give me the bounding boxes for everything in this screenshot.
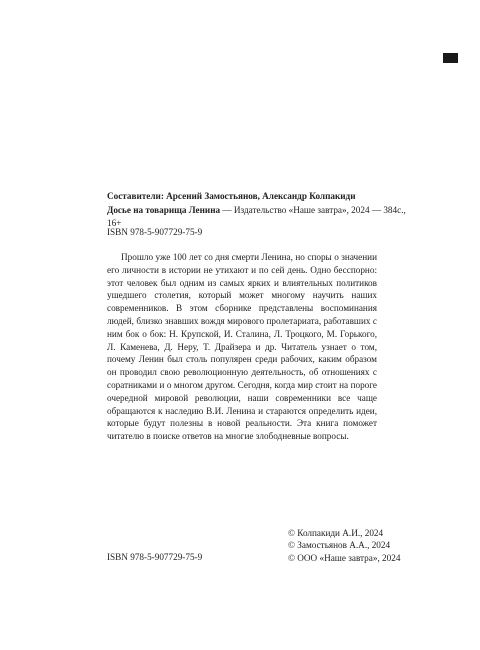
isbn-bottom: ISBN 978-5-907729-75-9	[107, 552, 203, 562]
compilers-line: Составители: Арсений Замостьянов, Александр Колпакиди	[107, 191, 356, 201]
copyright-line: © ООО «Наше завтра», 2024	[288, 552, 401, 563]
book-title: Досье на товарища Ленина	[107, 204, 221, 215]
copyright-line: © Замостьянов А.А., 2024	[288, 540, 391, 551]
isbn-top: ISBN 978-5-907729-75-9	[107, 227, 203, 237]
publisher-info: — Издательство «Наше завтра», 2024 — 384с., 16+	[107, 204, 406, 229]
copyright-block	[288, 527, 400, 564]
copyright-line: © Колпакиди А.И., 2024	[288, 528, 384, 538]
page-edge-marker	[443, 53, 458, 63]
imprint-credits	[107, 190, 407, 231]
annotation-paragraph: Прошло уже 100 лет со дня смерти Ленина, но споры о значении его личности в истории не утихают и по сей день. Одно бесспорно: этот человек был одним из самых ярких и влиятельных политиков ушедшего столетия, который может многому научить наших современников. В этом сборнике представлены воспоминания людей, близко знавших вождя мирового пролетариата, работавших с ним бок о бок: Н. Крупской, И. Сталина, Л. Троцкого, М. Горького, Л. Каменева, Д. Неру, Т. Драйзера и др. Читатель узнает о том, почему Ленин был столь популярен среди рабочих, каким образом он проводил свою революционную деятельность, об отношениях с соратниками и о многом другом. Сегодня, когда мир стоит на пороге очередной мировой революции, наши современники все чаще обращаются к наследию В.И. Ленина и стараются определить идеи, которые будут полезны в новой реальности. Эта книга поможет читателю в поиске ответов на многие злободневные вопросы.	[107, 252, 377, 442]
